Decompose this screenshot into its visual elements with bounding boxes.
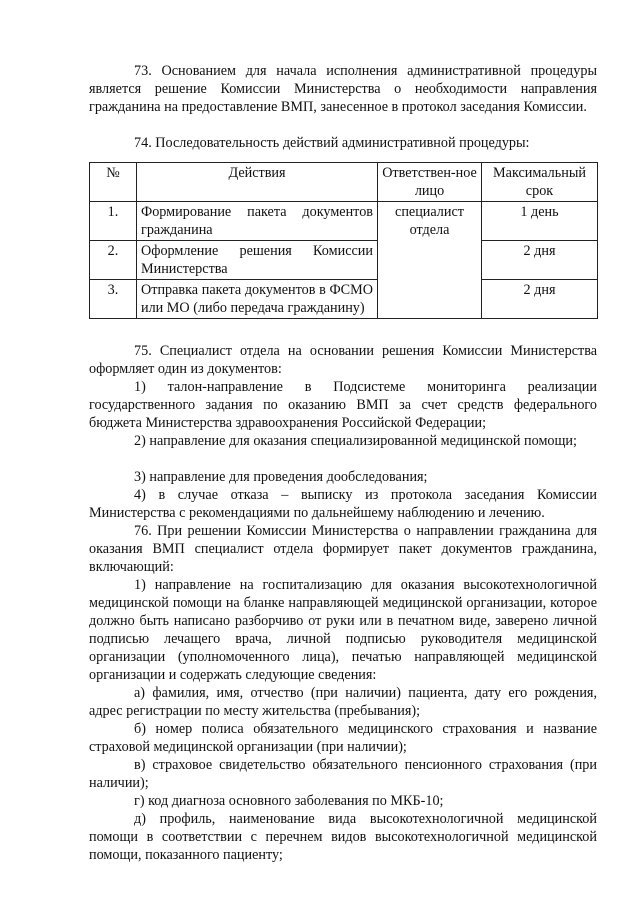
paragraph-75-item-1: 1) талон-направление в Подсистеме мониторинга реализации государственного задания по оказанию ВМП за счет средств федерального бюджета Министерства здравоохранения Российской Федерации;	[89, 379, 597, 431]
row-action: Оформление решения Комиссии Министерства	[137, 241, 378, 280]
header-term: Максимальный срок	[482, 163, 598, 202]
row-term: 2 дня	[482, 280, 598, 319]
paragraph-76: 76. При решении Комиссии Министерства о направлении гражданина для оказания ВМП специалист отдела формирует пакет документов гражданина, включающий:	[89, 523, 597, 575]
paragraph-76-item-b: б) номер полиса обязательного медицинского страхования и название страховой медицинской организации (при наличии);	[89, 721, 597, 755]
paragraph-76-item-d: д) профиль, наименование вида высокотехнологичной медицинской помощи в соответствии с перечнем видов высокотехнологичной медицинской помощи, показанного пациенту;	[89, 811, 597, 863]
table-header-row	[90, 163, 598, 202]
paragraph-73: 73. Основанием для начала исполнения административной процедуры является решение Комиссии Министерства о необходимости направления гражданина на предоставление ВМП, занесенное в протокол заседания Комиссии.	[89, 63, 597, 115]
row-action: Формирование пакета документов гражданина	[137, 202, 378, 241]
paragraph-76-item-g: г) код диагноза основного заболевания по МКБ-10;	[134, 793, 444, 809]
row-responsible: специалист отдела	[378, 202, 482, 319]
paragraph-75-item-4: 4) в случае отказа – выписку из протокола заседания Комиссии Министерства с рекомендациями по дальнейшему наблюдению и лечению.	[89, 487, 597, 521]
paragraph-75-item-2: 2) направление для оказания специализированной медицинской помощи;	[134, 433, 577, 449]
paragraph-75: 75. Специалист отдела на основании решения Комиссии Министерства оформляет один из документов:	[89, 343, 597, 377]
row-term: 2 дня	[482, 241, 598, 280]
row-num: 2.	[90, 241, 137, 280]
procedure-table	[89, 162, 598, 319]
paragraph-74: 74. Последовательность действий административной процедуры:	[134, 135, 530, 151]
paragraph-76-item-1: 1) направление на госпитализацию для оказания высокотехнологичной медицинской помощи на бланке направляющей медицинской организации, которое должно быть написано разборчиво от руки или в печатном виде, заверено личной подписью лечащего врача, личной подписью руководителя медицинской организации (уполномоченного лица), печатью направляющей медицинской организации и содержать следующие сведения:	[89, 577, 597, 683]
row-num: 1.	[90, 202, 137, 241]
row-num: 3.	[90, 280, 137, 319]
table-row	[90, 241, 598, 280]
paragraph-76-item-a: а) фамилия, имя, отчество (при наличии) пациента, дату его рождения, адрес регистрации по месту жительства (пребывания);	[89, 685, 597, 719]
header-action: Действия	[137, 163, 378, 202]
table-row	[90, 202, 598, 241]
row-term: 1 день	[482, 202, 598, 241]
header-responsible: Ответствен-ное лицо	[378, 163, 482, 202]
row-action: Отправка пакета документов в ФСМО или МО (либо передача гражданину)	[137, 280, 378, 319]
header-num: №	[90, 163, 137, 202]
paragraph-76-item-v: в) страховое свидетельство обязательного пенсионного страхования (при наличии);	[89, 757, 597, 791]
paragraph-75-item-3: 3) направление для проведения дообследования;	[134, 469, 428, 485]
table-row	[90, 280, 598, 319]
